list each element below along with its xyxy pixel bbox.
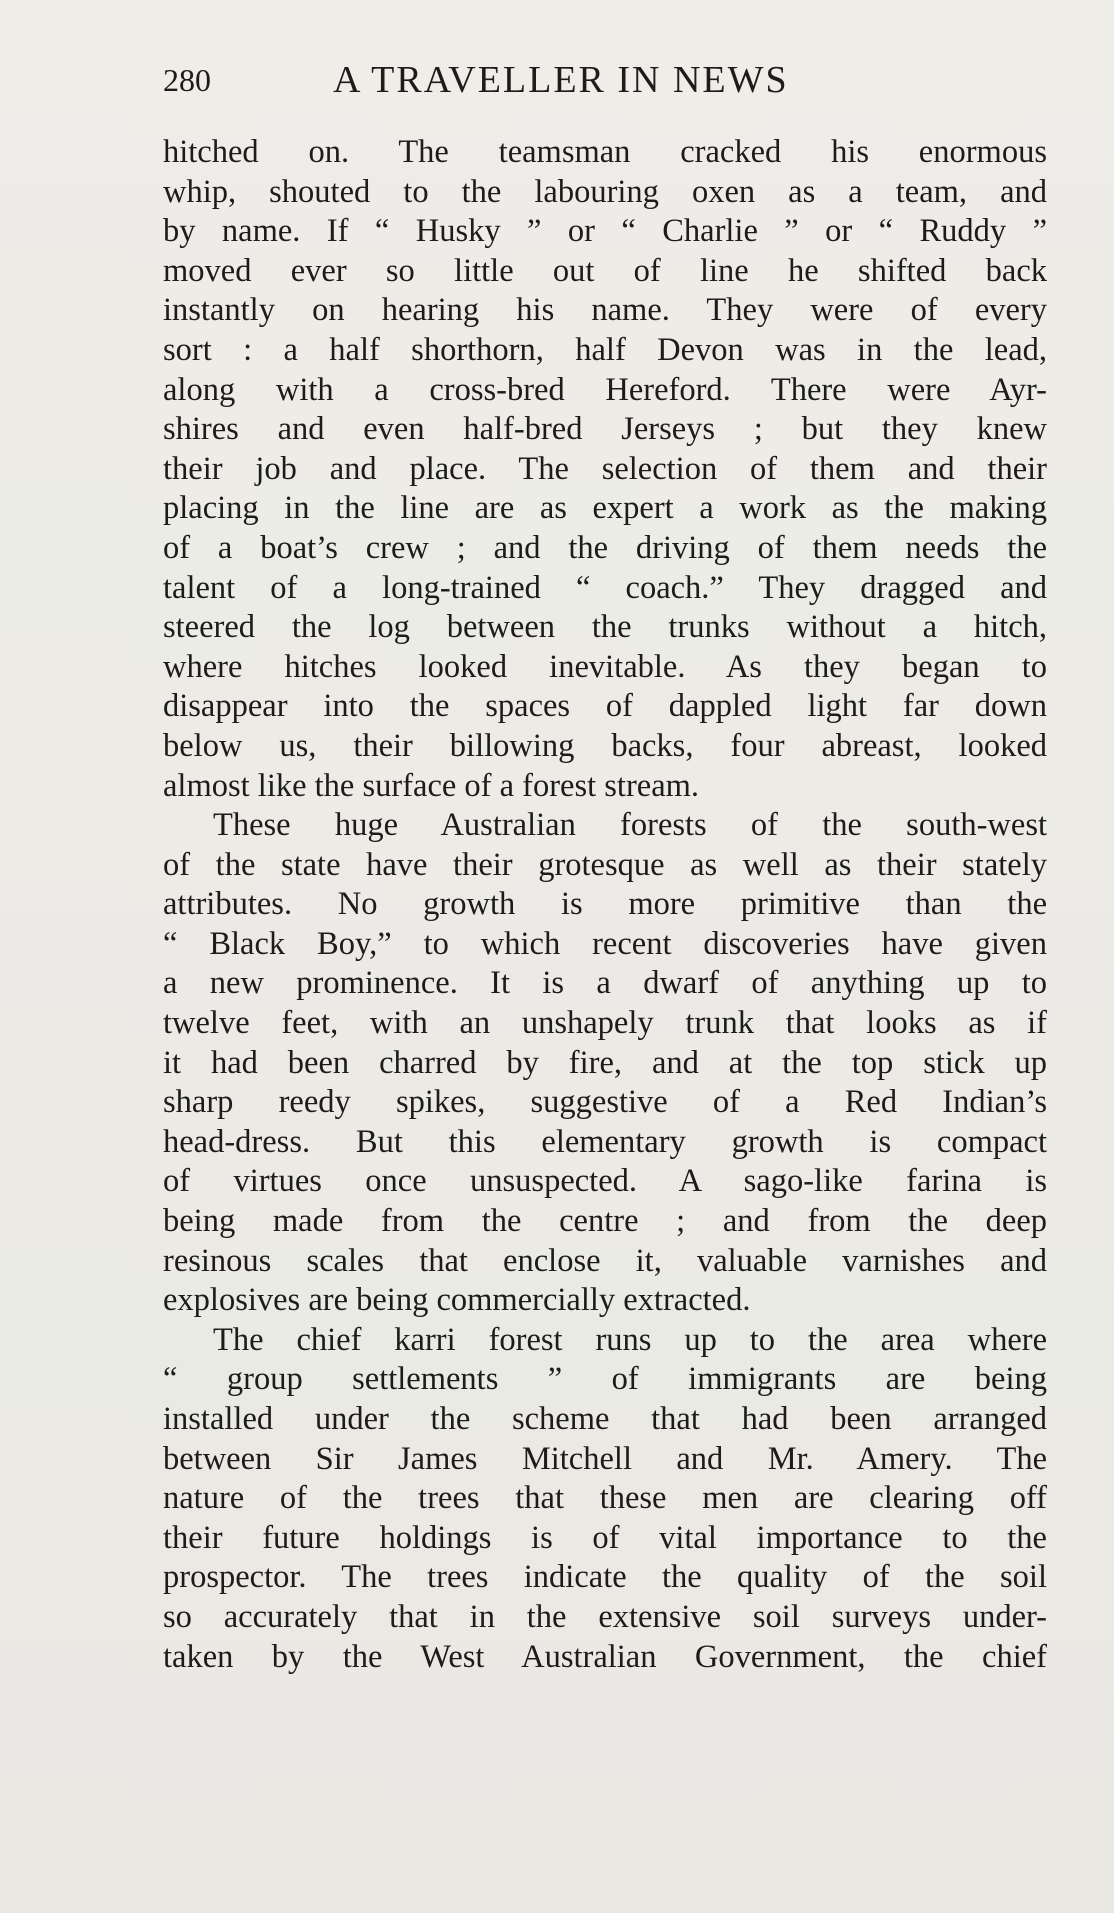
text-line: prospector. The trees indicate the quality of the soil [163,1559,1047,1596]
text-line: installed under the scheme that had been arranged [163,1401,1047,1437]
text-line: hitched on. The teamsman cracked his enormous [163,134,1047,170]
text-line: below us, their billowing backs, four abreast, looked [163,727,1047,764]
page-header [163,58,893,108]
text-line: where hitches looked inevitable. As they began to [163,648,1047,685]
text-line: The chief karri forest runs up to the area where [213,1321,1047,1358]
text-line: sort : a half shorthorn, half Devon was in the lead, [163,331,1047,368]
page-number: 280 [163,62,211,98]
text-line: their future holdings is of vital importance to the [163,1519,1047,1556]
text-line: taken by the West Australian Government, the chief [163,1638,1047,1675]
text-line: “ group settlements ” of immigrants are being [163,1361,1047,1398]
text-line: instantly on hearing his name. They were of every [163,292,1047,329]
text-line: it had been charred by fire, and at the top stick up [163,1044,1047,1081]
body-text [163,133,1047,1677]
text-line: shires and even half-bred Jerseys ; but they knew [163,411,1047,448]
running-title: A TRAVELLER IN NEWS [333,59,789,101]
text-line: of a boat’s crew ; and the driving of them needs the [163,529,1047,566]
text-line: head-dress. But this elementary growth is compact [163,1123,1047,1160]
text-line: talent of a long-trained “ coach.” They dragged and [163,569,1047,606]
text-line: sharp reedy spikes, suggestive of a Red Indian’s [163,1084,1047,1121]
text-line: attributes. No growth is more primitive than the [163,886,1047,923]
text-line: between Sir James Mitchell and Mr. Amery. The [163,1440,1047,1477]
text-line: disappear into the spaces of dappled light far down [163,688,1047,725]
text-line: nature of the trees that these men are clearing off [163,1480,1047,1517]
text-line: by name. If “ Husky ” or “ Charlie ” or “ Ruddy ” [163,213,1047,250]
text-line: of virtues once unsuspected. A sago-like farina is [163,1163,1047,1200]
text-line: “ Black Boy,” to which recent discoveries have given [163,925,1047,962]
text-line: their job and place. The selection of them and their [163,450,1047,487]
text-line: of the state have their grotesque as well as their stately [163,846,1047,883]
text-line: steered the log between the trunks without a hitch, [163,609,1047,646]
text-line: These huge Australian forests of the south-west [213,807,1047,844]
text-line: so accurately that in the extensive soil surveys under- [163,1598,1047,1635]
text-line: placing in the line are as expert a work as the making [163,490,1047,527]
text-line: moved ever so little out of line he shifted back [163,252,1047,289]
text-line: twelve feet, with an unshapely trunk that looks as if [163,1005,1047,1042]
text-line: resinous scales that enclose it, valuable varnishes and [163,1242,1047,1279]
text-line: along with a cross-bred Hereford. There were Ayr- [163,371,1047,408]
text-line: a new prominence. It is a dwarf of anything up to [163,965,1047,1002]
text-line: whip, shouted to the labouring oxen as a team, and [163,173,1047,210]
text-line: explosives are being commercially extracted. [163,1282,751,1319]
text-line: being made from the centre ; and from the deep [163,1203,1047,1240]
text-line: almost like the surface of a forest stream. [163,767,700,804]
